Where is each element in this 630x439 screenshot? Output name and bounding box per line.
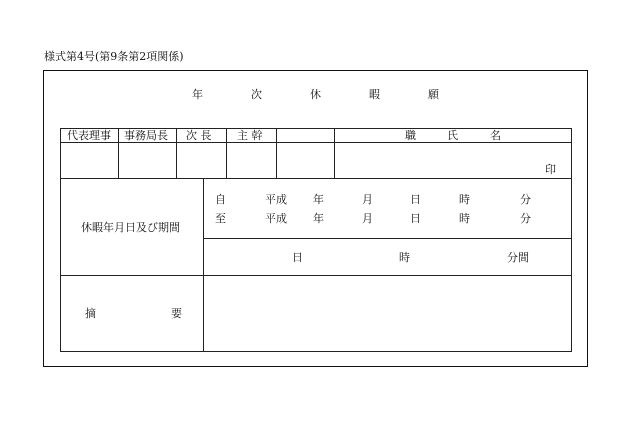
duration-minutes-unit: 分間 — [507, 251, 529, 264]
supervisor-stamp-cell[interactable] — [227, 143, 275, 177]
representative-header: 代表理事 — [67, 129, 111, 142]
seal-mark: 印 — [545, 163, 556, 176]
title-char: 休 — [310, 88, 321, 101]
name-header-char: 名 — [490, 129, 501, 142]
to-minute-unit: 分 — [520, 212, 531, 225]
from-day-unit: 日 — [410, 193, 421, 206]
to-era: 平成 — [265, 212, 287, 225]
from-hour-unit: 時 — [459, 193, 470, 206]
duration-days-unit: 日 — [292, 251, 303, 264]
to-prefix: 至 — [215, 212, 226, 225]
name-header-char: 氏 — [447, 129, 458, 142]
deputy-header: 次 長 — [186, 129, 212, 142]
title-char: 暇 — [369, 88, 380, 101]
to-month-unit: 月 — [362, 212, 373, 225]
applicant-name-field[interactable] — [335, 143, 540, 177]
remarks-field[interactable] — [204, 276, 571, 351]
to-year-unit: 年 — [313, 212, 324, 225]
period-range-divider — [203, 238, 572, 239]
name-header-char: 職 — [405, 129, 416, 142]
from-year-unit: 年 — [313, 193, 324, 206]
to-day-unit: 日 — [410, 212, 421, 225]
to-hour-unit: 時 — [459, 212, 470, 225]
duration-hours-unit: 時 — [399, 251, 410, 264]
deputy-stamp-cell[interactable] — [177, 143, 225, 177]
period-label: 休暇年月日及び期間 — [81, 221, 180, 234]
form-number: 様式第4号(第9条第2項関係) — [44, 50, 184, 63]
from-prefix: 自 — [215, 193, 226, 206]
secretary-general-header: 事務局長 — [124, 129, 168, 142]
secretary-general-stamp-cell[interactable] — [119, 143, 175, 177]
supervisor-header: 主 幹 — [237, 129, 263, 142]
title-char: 願 — [428, 88, 439, 101]
from-month-unit: 月 — [362, 193, 373, 206]
from-minute-unit: 分 — [520, 193, 531, 206]
blank-stamp-cell[interactable] — [277, 143, 333, 177]
remarks-label-char: 摘 — [85, 307, 96, 320]
from-era: 平成 — [265, 193, 287, 206]
representative-stamp-cell[interactable] — [61, 143, 117, 177]
approval-section-bottom — [60, 178, 572, 179]
title-char: 次 — [251, 88, 262, 101]
title-char: 年 — [192, 88, 203, 101]
remarks-label-char: 要 — [171, 307, 182, 320]
